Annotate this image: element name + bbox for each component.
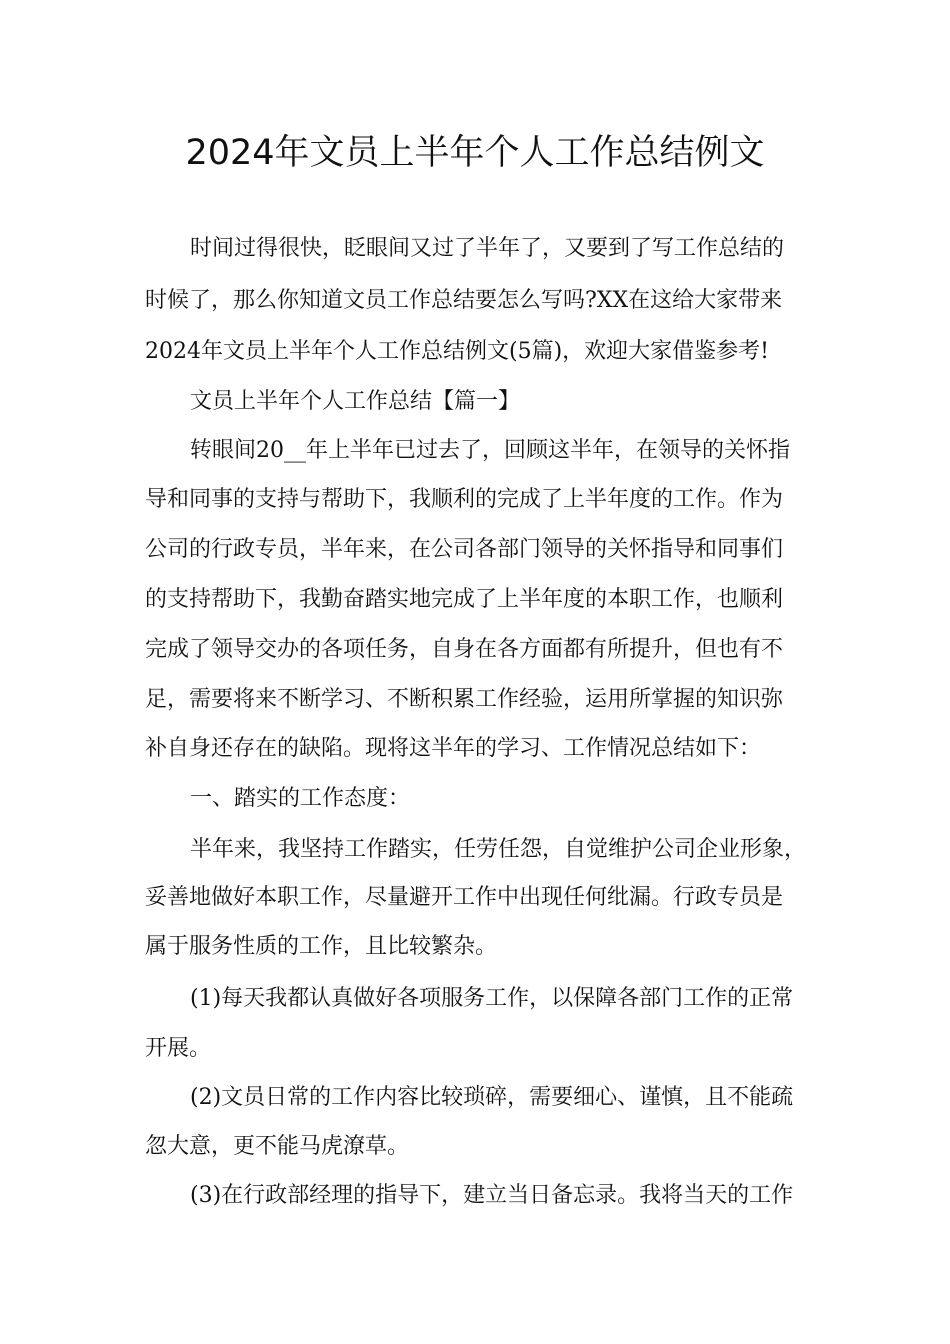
list-item-line: (3)在行政部经理的指导下，建立当日备忘录。我将当天的工作 — [190, 1183, 794, 1208]
section-heading: 文员上半年个人工作总结【篇一】 — [190, 389, 521, 414]
paragraph-line: 完成了领导交办的各项任务，自身在各方面都有所提升，但也有不 — [145, 637, 784, 662]
document-title: 2024年文员上半年个人工作总结例文 — [185, 133, 765, 173]
list-item-line: 开展。 — [145, 1036, 212, 1061]
paragraph-line: 2024年文员上半年个人工作总结例文(5篇)，欢迎大家借鉴参考! — [145, 339, 769, 364]
list-item-line: 忽大意，更不能马虎潦草。 — [145, 1134, 410, 1159]
paragraph-line: 足，需要将来不断学习、不断积累工作经验，运用所掌握的知识弥 — [145, 687, 784, 712]
list-item-line: (2)文员日常的工作内容比较琐碎，需要细心、谨慎，且不能疏 — [190, 1085, 794, 1110]
paragraph-line: 转眼间20__年上半年已过去了，回顾这半年，在领导的关怀指 — [190, 438, 790, 463]
paragraph-line: 时候了，那么你知道文员工作总结要怎么写吗?XX在这给大家带来 — [145, 288, 783, 313]
paragraph-line: 的支持帮助下，我勤奋踏实地完成了上半年度的本职工作，也顺利 — [145, 587, 784, 612]
subsection-heading: 一、踏实的工作态度： — [190, 786, 411, 811]
paragraph-line: 半年来，我坚持工作踏实，任劳任怨，自觉维护公司企业形象， — [190, 837, 807, 862]
paragraph-line: 属于服务性质的工作，且比较繁杂。 — [145, 934, 498, 959]
list-item-line: (1)每天我都认真做好各项服务工作，以保障各部门工作的正常 — [190, 986, 794, 1011]
paragraph-line: 时间过得很快，眨眼间又过了半年了，又要到了写工作总结的 — [190, 236, 785, 261]
paragraph-line: 妥善地做好本职工作，尽量避开工作中出现任何纰漏。行政专员是 — [145, 885, 784, 910]
paragraph-line: 补自身还存在的缺陷。现将这半年的学习、工作情况总结如下： — [145, 736, 762, 761]
paragraph-line: 公司的行政专员，半年来，在公司各部门领导的关怀指导和同事们 — [145, 537, 784, 562]
paragraph-line: 导和同事的支持与帮助下，我顺利的完成了上半年度的工作。作为 — [145, 487, 784, 512]
